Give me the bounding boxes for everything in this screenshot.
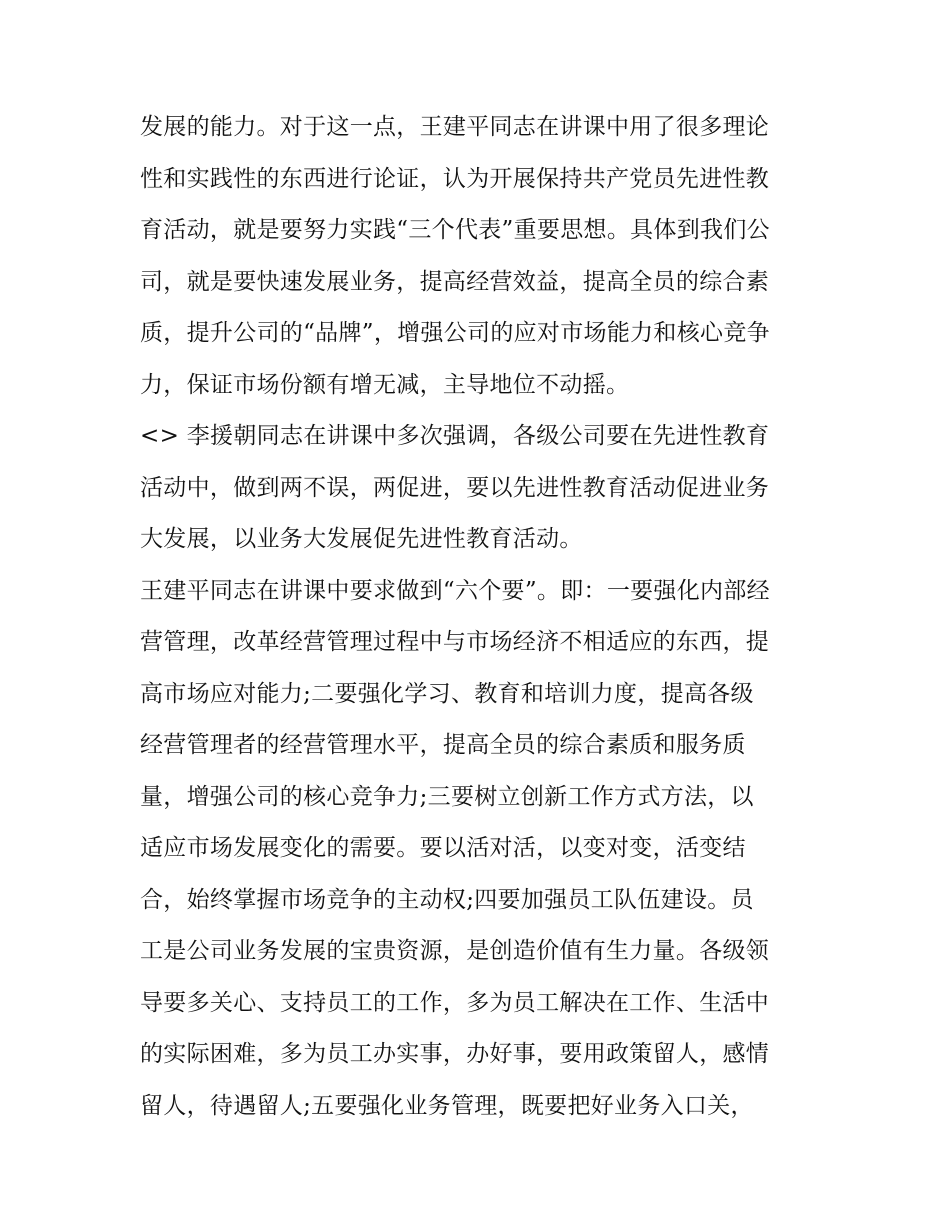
text-line: 适应市场发展变化的需要。要以活对活，以变对变，活变结	[140, 835, 746, 861]
text-line: 高市场应对能力;二要强化学习、教育和培训力度，提高各级	[140, 680, 754, 707]
body-text	[140, 102, 830, 1132]
text-line: 育活动，就是要努力实践“三个代表”重要思想。具体到我们公	[140, 217, 770, 243]
text-line: 合，始终掌握市场竞争的主动权;四要加强员工队伍建设。员	[140, 886, 754, 913]
text-line: 工是公司业务发展的宝贵资源，是创造价值有生力量。各级领	[140, 938, 770, 964]
text-line: 量，增强公司的核心竞争力;三要树立创新工作方式方法，以	[140, 783, 754, 810]
text-line: 质，提升公司的“品牌”，增强公司的应对市场能力和核心竞争	[140, 320, 770, 346]
text-line: 导要多关心、支持员工的工作，多为员工解决在工作、生活中	[140, 989, 770, 1016]
text-line: 经营管理者的经营管理水平，提高全员的综合素质和服务质	[140, 732, 746, 758]
text-line: 大发展，以业务大发展促先进性教育活动。	[140, 526, 583, 552]
text-line: 发展的能力。对于这一点，王建平同志在讲课中用了很多理论	[140, 114, 770, 140]
text-line: 营管理，改革经营管理过程中与市场经济不相适应的东西，提	[140, 629, 770, 655]
text-line: 活动中，做到两不误，两促进，要以先进性教育活动促进业务	[140, 474, 770, 501]
text-line: 王建平同志在讲课中要求做到“六个要”。即：一要强化内部经	[140, 577, 770, 604]
text-line: 性和实践性的东西进行论证，认为开展保持共产党员先进性教	[140, 165, 770, 192]
text-line: <> 李援朝同志在讲课中多次强调，各级公司要在先进性教育	[140, 423, 770, 449]
text-line: 司，就是要快速发展业务，提高经营效益，提高全员的综合素	[140, 268, 770, 295]
text-line: 留人，待遇留人;五要强化业务管理，既要把好业务入口关，	[140, 1092, 754, 1119]
text-line: 的实际困难，多为员工办实事，办好事，要用政策留人，感情	[140, 1041, 770, 1067]
text-line: 力，保证市场份额有增无减，主导地位不动摇。	[140, 371, 630, 398]
